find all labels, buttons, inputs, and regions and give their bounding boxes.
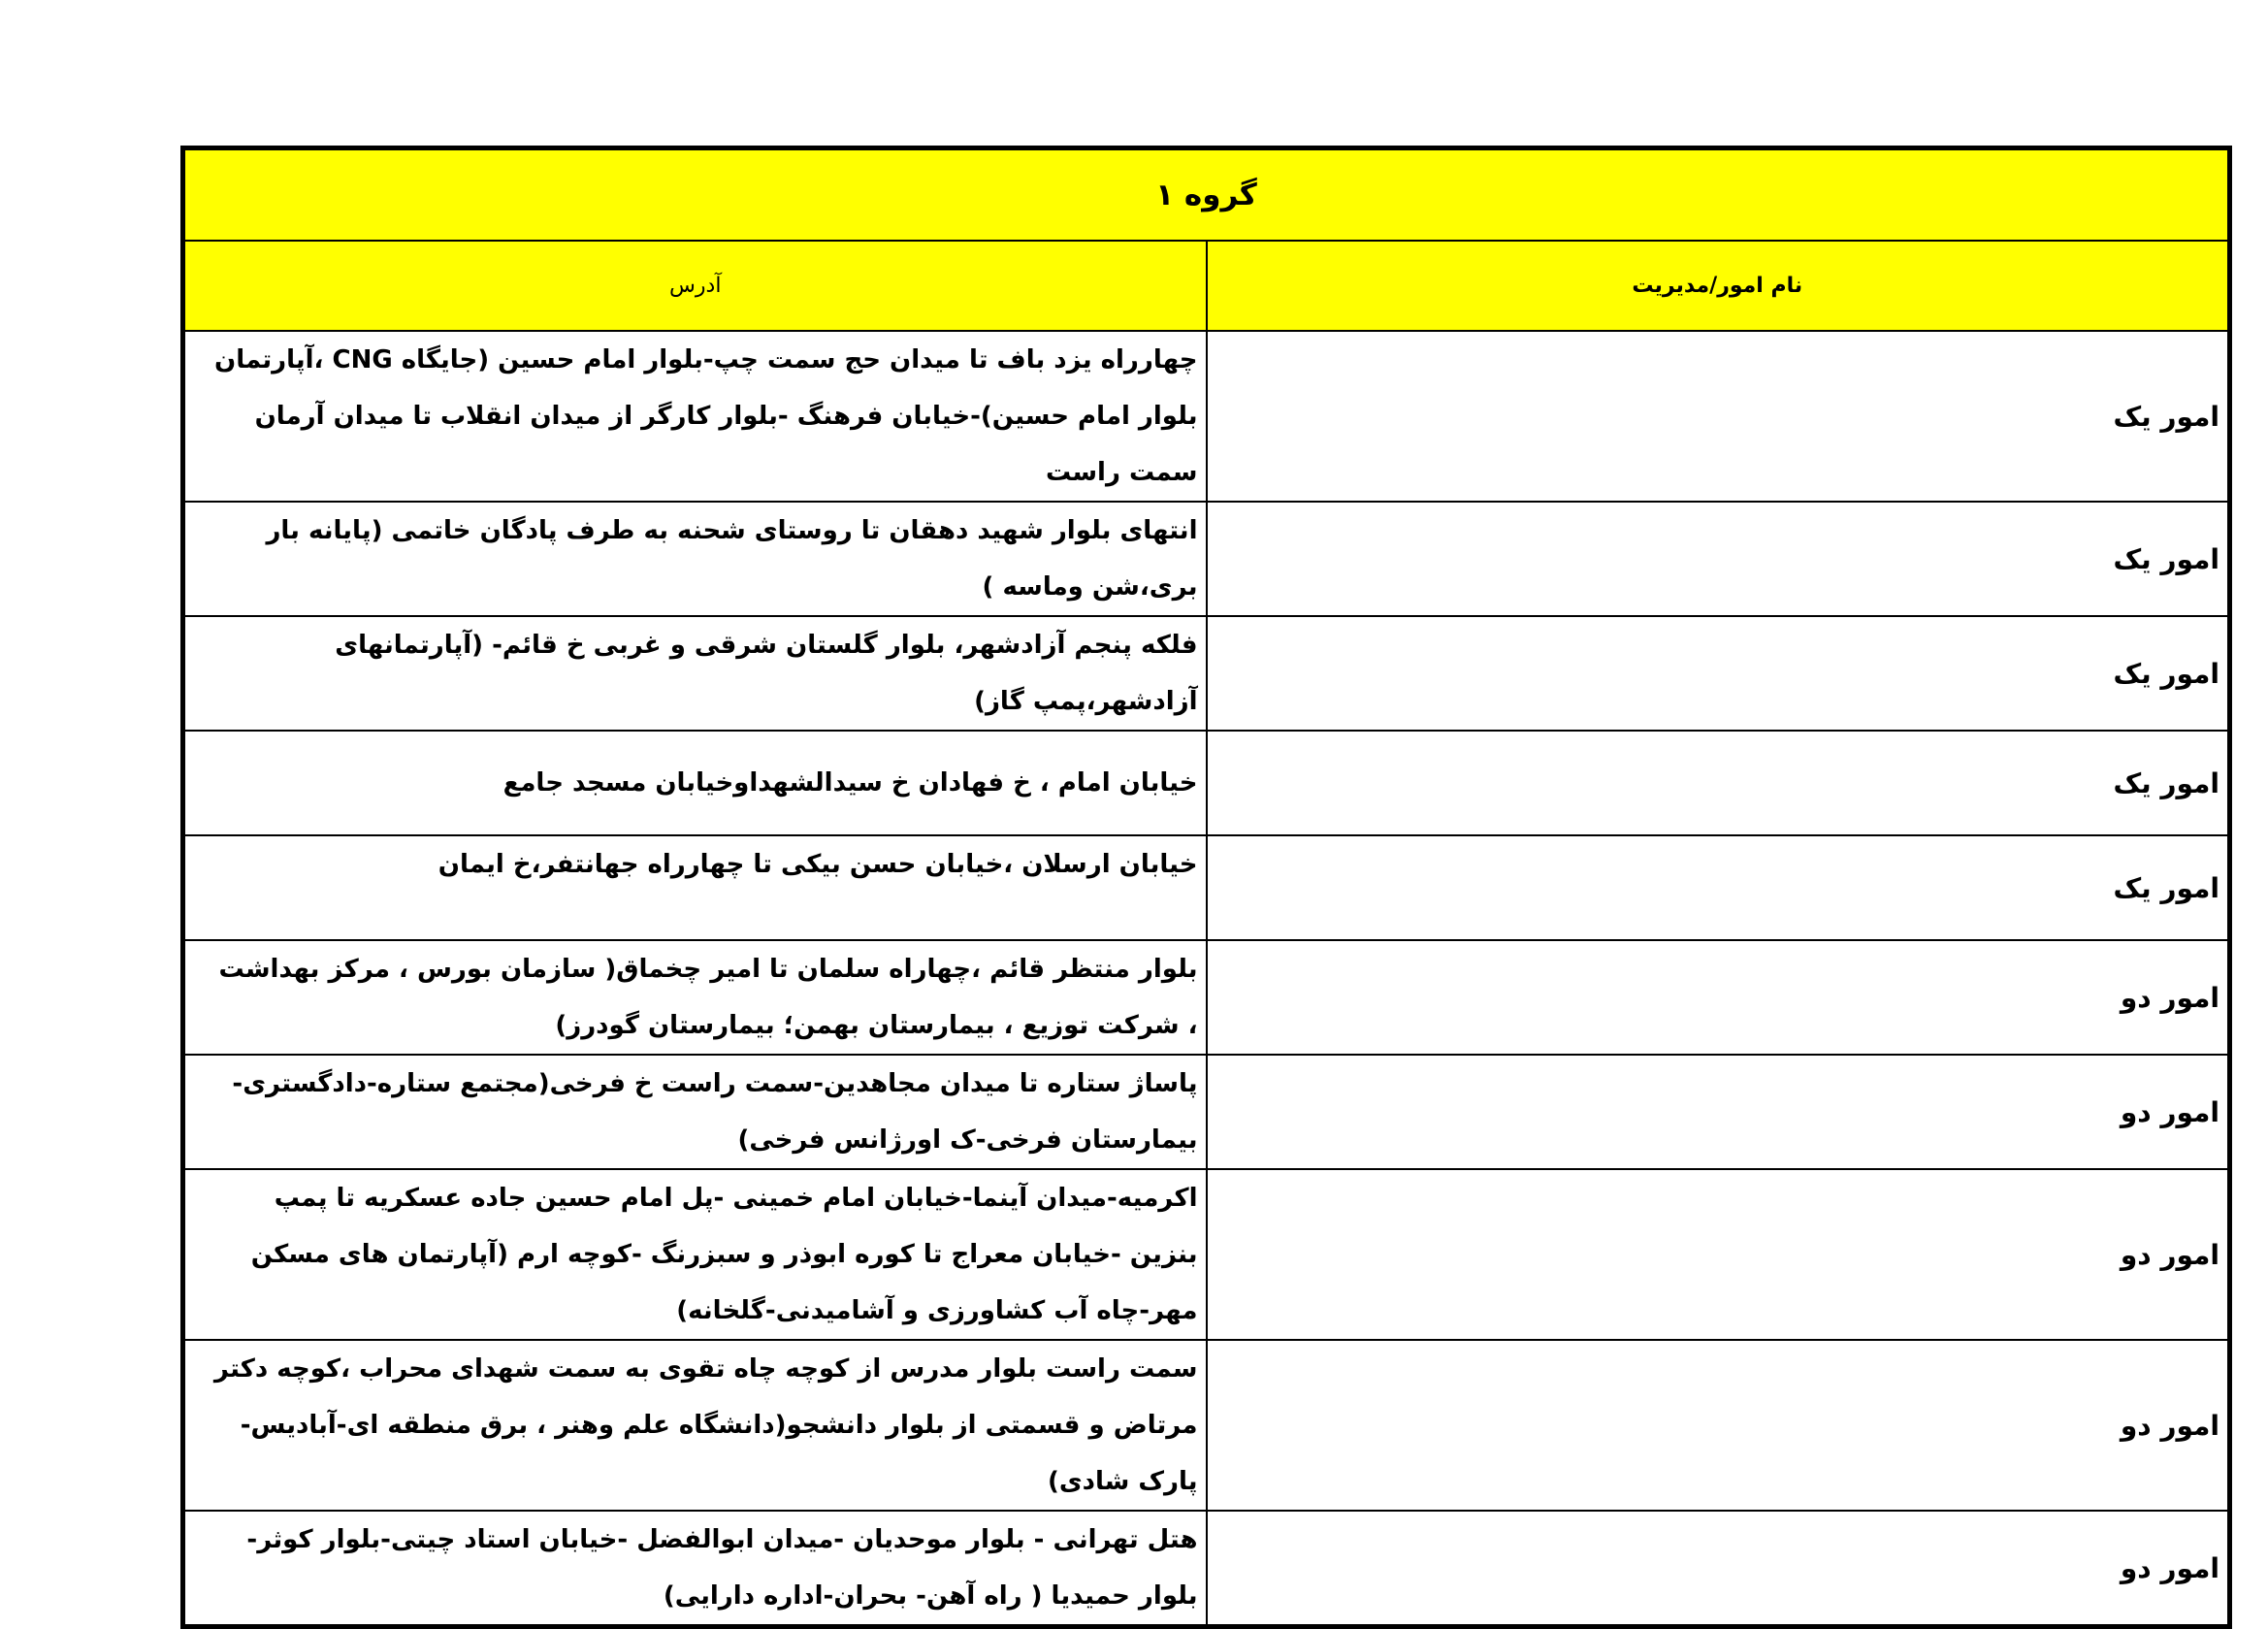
row-address: چهارراه یزد باف تا میدان حج سمت چپ-بلوار امام حسین (جایگاه CNG ،آپارتمان بلوار امام حسین)-خیابان فرهنگ -بلوار کارگر از میدان انقلاب تا میدان آرمان سمت راست bbox=[184, 331, 1207, 502]
row-name: امور یک bbox=[1207, 731, 2229, 835]
row-name: امور یک bbox=[1207, 502, 2229, 616]
header-name: نام امور/مدیریت bbox=[1207, 241, 2229, 331]
row-address: هتل تهرانی - بلوار موحدیان -میدان ابوالفضل -خیابان استاد چیتی-بلوار کوثر-بلوار حمیدیا ( راه آهن- بحران-اداره دارایی) bbox=[184, 1511, 1207, 1625]
group-title: گروه ۱ bbox=[184, 149, 2228, 241]
table-row bbox=[184, 1055, 2228, 1169]
row-address: بلوار منتظر قائم ،چهاراه سلمان تا امیر چخماق( سازمان بورس ، مرکز بهداشت ، شرکت توزیع ، بیمارستان بهمن؛ بیمارستان گودرز) bbox=[184, 940, 1207, 1055]
row-name: امور یک bbox=[1207, 835, 2229, 940]
table-row bbox=[184, 940, 2228, 1055]
row-name: امور یک bbox=[1207, 331, 2229, 502]
row-address: پاساژ ستاره تا میدان مجاهدین-سمت راست خ فرخی(مجتمع ستاره-دادگستری-بیمارستان فرخی-ک اورژانس فرخی) bbox=[184, 1055, 1207, 1169]
table-row bbox=[184, 1169, 2228, 1340]
address-table-frame bbox=[180, 146, 2232, 1629]
row-name: امور دو bbox=[1207, 1340, 2229, 1511]
row-name: امور دو bbox=[1207, 1169, 2229, 1340]
table-row bbox=[184, 1511, 2228, 1625]
header-address: آدرس bbox=[184, 241, 1207, 331]
row-name: امور دو bbox=[1207, 1511, 2229, 1625]
title-row bbox=[184, 149, 2228, 241]
row-address: خیابان ارسلان ،خیابان حسن بیکی تا چهارراه جهانتفر،خ ایمان bbox=[184, 835, 1207, 940]
row-name: امور یک bbox=[1207, 616, 2229, 731]
row-name: امور دو bbox=[1207, 940, 2229, 1055]
row-address: سمت راست بلوار مدرس از کوچه چاه تقوی به سمت شهدای محراب ،کوچه دکتر مرتاض و قسمتی از بلوار دانشجو(دانشگاه علم وهنر ، برق منطقه ای-آبادیس-پارک شادی) bbox=[184, 1340, 1207, 1511]
table-row bbox=[184, 616, 2228, 731]
table-row bbox=[184, 731, 2228, 835]
table-row bbox=[184, 331, 2228, 502]
table-row bbox=[184, 1340, 2228, 1511]
row-address: خیابان امام ، خ فهادان خ سیدالشهداوخیابان مسجد جامع bbox=[184, 731, 1207, 835]
row-address: اکرمیه-میدان آینما-خیابان امام خمینی -پل امام حسین جاده عسکریه تا پمپ بنزین -خیابان معراج تا کوره ابوذر و سبزرنگ -کوچه ارم (آپارتمان های مسکن مهر-چاه آب کشاورزی و آشامیدنی-گلخانه) bbox=[184, 1169, 1207, 1340]
row-address: فلکه پنجم آزادشهر، بلوار گلستان شرقی و غربی خ قائم- (آپارتمانهای آزادشهر،پمپ گاز) bbox=[184, 616, 1207, 731]
table-row bbox=[184, 502, 2228, 616]
row-address: انتهای بلوار شهید دهقان تا روستای شحنه به طرف پادگان خاتمی (پایانه بار بری،شن وماسه ) bbox=[184, 502, 1207, 616]
row-name: امور دو bbox=[1207, 1055, 2229, 1169]
table-row bbox=[184, 835, 2228, 940]
header-row bbox=[184, 241, 2228, 331]
address-table bbox=[183, 148, 2229, 1626]
